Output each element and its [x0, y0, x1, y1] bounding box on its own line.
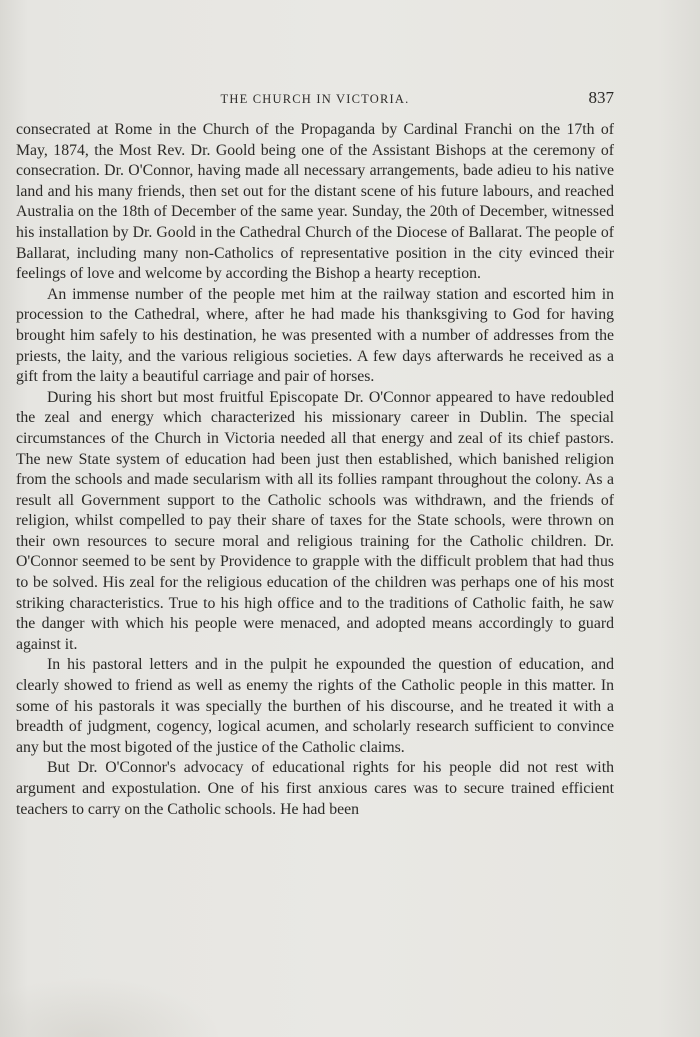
body-text: [16, 120, 614, 820]
paragraph-2: An immense number of the people met him at the railway station and escorted him in procession to the Cathedral, where, after he had made his thanksgiving to God for having brought him safely to his destination, he was presented with a number of addresses from the priests, the laity, and the various religious societies. A few days afterwards he received as a gift from the laity a beautiful carriage and pair of horses.: [16, 285, 614, 386]
paragraph-4: In his pastoral letters and in the pulpit he expounded the question of education, and clearly showed to friend as well as enemy the rights of the Catholic people in this matter. In some of his pastorals it was specially the burthen of his discourse, and he treated it with a breadth of judgment, cogency, logical acumen, and scholarly research sufficient to convince any but the most bigoted of the justice of the Catholic claims.: [16, 656, 614, 756]
paragraph-3: During his short but most fruitful Episcopate Dr. O'Connor appeared to have redoubled the zeal and energy which characterized his missionary career in Dublin. The special circumstances of the Church in Victoria needed all that energy and zeal of its chief pastors. The new State system of education had been just then established, which banished religion from the schools and made secularism with all its follies rampant throughout the colony. As a result all Government support to the Catholic schools was withdrawn, and the friends of religion, whilst compelled to pay their share of taxes for the State schools, were thrown on their own resources to secure moral and religious training for the Catholic children. Dr. O'Connor seemed to be sent by Providence to grapple with the difficult problem that had thus to be solved. His zeal for the religious education of the children was perhaps one of his most striking characteristics. True to his high office and to the traditions of Catholic faith, he saw the danger with which his people were menaced, and adopted means accordingly to guard against it.: [16, 388, 614, 653]
running-title: THE CHURCH IN VICTORIA.: [220, 92, 410, 106]
page-number: 837: [588, 88, 614, 107]
paragraph-5: But Dr. O'Connor's advocacy of educational rights for his people did not rest with argument and expostulation. One of his first anxious cares was to secure trained efficient teachers to carry on the Catholic schools. He had been: [16, 759, 614, 818]
page-header: [16, 88, 614, 110]
paragraph-1: consecrated at Rome in the Church of the Propaganda by Cardinal Franchi on the 17th of May, 1874, the Most Rev. Dr. Goold being one of the Assistant Bishops at the ceremony of consecration. Dr. O'Connor, having made all necessary arrangements, bade adieu to his native land and his many friends, then set out for the distant scene of his future labours, and reached Australia on the 18th of December of the same year. Sunday, the 20th of December, witnessed his installation by Dr. Goold in the Cathedral Church of the Diocese of Ballarat. The people of Ballarat, including many non-Catholics of representative position in the city evinced their feelings of love and welcome by according the Bishop a hearty reception.: [16, 121, 614, 283]
paper-stain: [0, 977, 220, 1037]
